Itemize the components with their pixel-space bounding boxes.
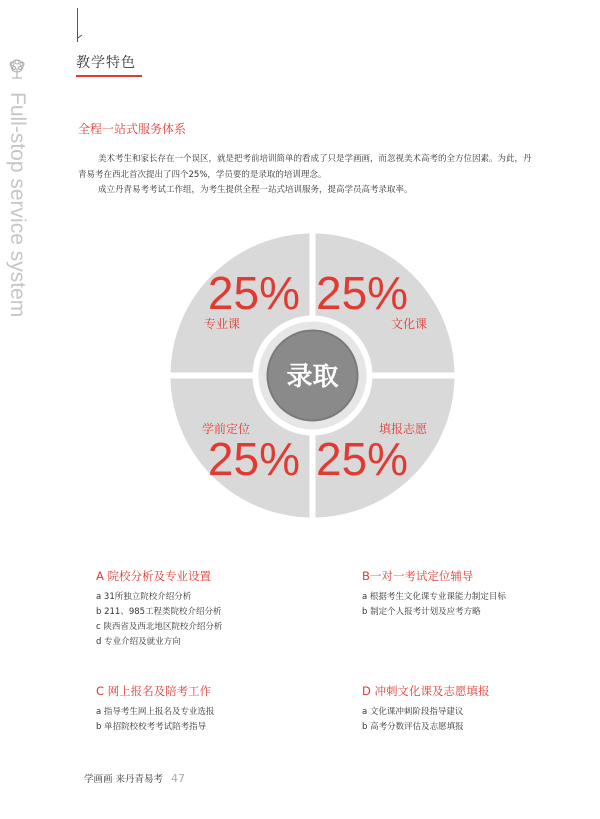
title-underline bbox=[76, 75, 142, 77]
quadrant-percent-bl: 25% bbox=[207, 433, 300, 485]
quadrant-percent-tr: 25% bbox=[316, 267, 409, 319]
block-a-item-4: d 专业介绍及就业方向 bbox=[96, 637, 181, 647]
block-c-item-2: b 单招院校校考考试陪考指导 bbox=[96, 722, 207, 732]
quadrant-label-tr: 文化课 bbox=[390, 317, 427, 331]
block-b-title: B一对一考试定位辅导 bbox=[362, 569, 474, 583]
block-c-title: C 网上报名及陪考工作 bbox=[96, 684, 212, 698]
quadrant-label-br: 填报志愿 bbox=[378, 422, 427, 436]
quadrant-percent-tl: 25% bbox=[207, 267, 300, 319]
section-title: 全程一站式服务体系 bbox=[78, 122, 187, 136]
page-number: 47 bbox=[171, 772, 186, 785]
block-d-item-2: b 高考分数评估及志愿填报 bbox=[362, 722, 464, 732]
block-a-item-2: b 211、985工程类院校介绍分析 bbox=[96, 607, 222, 617]
block-a-item-1: a 31所独立院校介绍分析 bbox=[96, 592, 192, 602]
side-vertical-title bbox=[3, 92, 29, 352]
page-title: 教学特色 bbox=[76, 55, 136, 71]
quadrant-label-bl: 学前定位 bbox=[202, 422, 251, 436]
footer-slogan: 学画画 来丹青易考 bbox=[84, 774, 164, 785]
paragraph-2: 成立丹青易考考试工作组，为考生提供全程一站式培训服务，提高学员高考录取率。 bbox=[98, 185, 413, 195]
block-c-item-1: a 指导考生网上报名及专业选报 bbox=[96, 707, 215, 717]
paragraph-1: 美术考生和家长存在一个误区，就是把考前培训简单的看成了只是学画画，而忽视美术高考的全方位因素。为此，丹青易考在西北首次提出了四个25%，学员要的是录取的培训理念。 bbox=[78, 154, 532, 180]
block-a-title: A 院校分析及专业设置 bbox=[96, 569, 212, 583]
block-d-title: D 冲刺文化课及志愿填报 bbox=[362, 684, 490, 698]
footer bbox=[84, 771, 185, 785]
center-label: 录取 bbox=[286, 362, 339, 392]
block-b-item-1: a 根据考生文化课专业课能力制定目标 bbox=[362, 592, 506, 602]
quadrant-label-tl: 专业课 bbox=[204, 317, 241, 331]
block-a-item-3: c 陕西省及西北地区院校介绍分析 bbox=[96, 622, 223, 632]
tree-icon bbox=[6, 58, 28, 82]
block-d-item-1: a 文化课冲刺阶段指导建议 bbox=[362, 707, 464, 717]
side-title-text: Full-stop service system bbox=[6, 92, 29, 318]
admission-diagram bbox=[170, 233, 455, 518]
quadrant-percent-br: 25% bbox=[316, 433, 409, 485]
block-b-item-2: b 制定个人报考计划及应考方略 bbox=[362, 607, 481, 617]
